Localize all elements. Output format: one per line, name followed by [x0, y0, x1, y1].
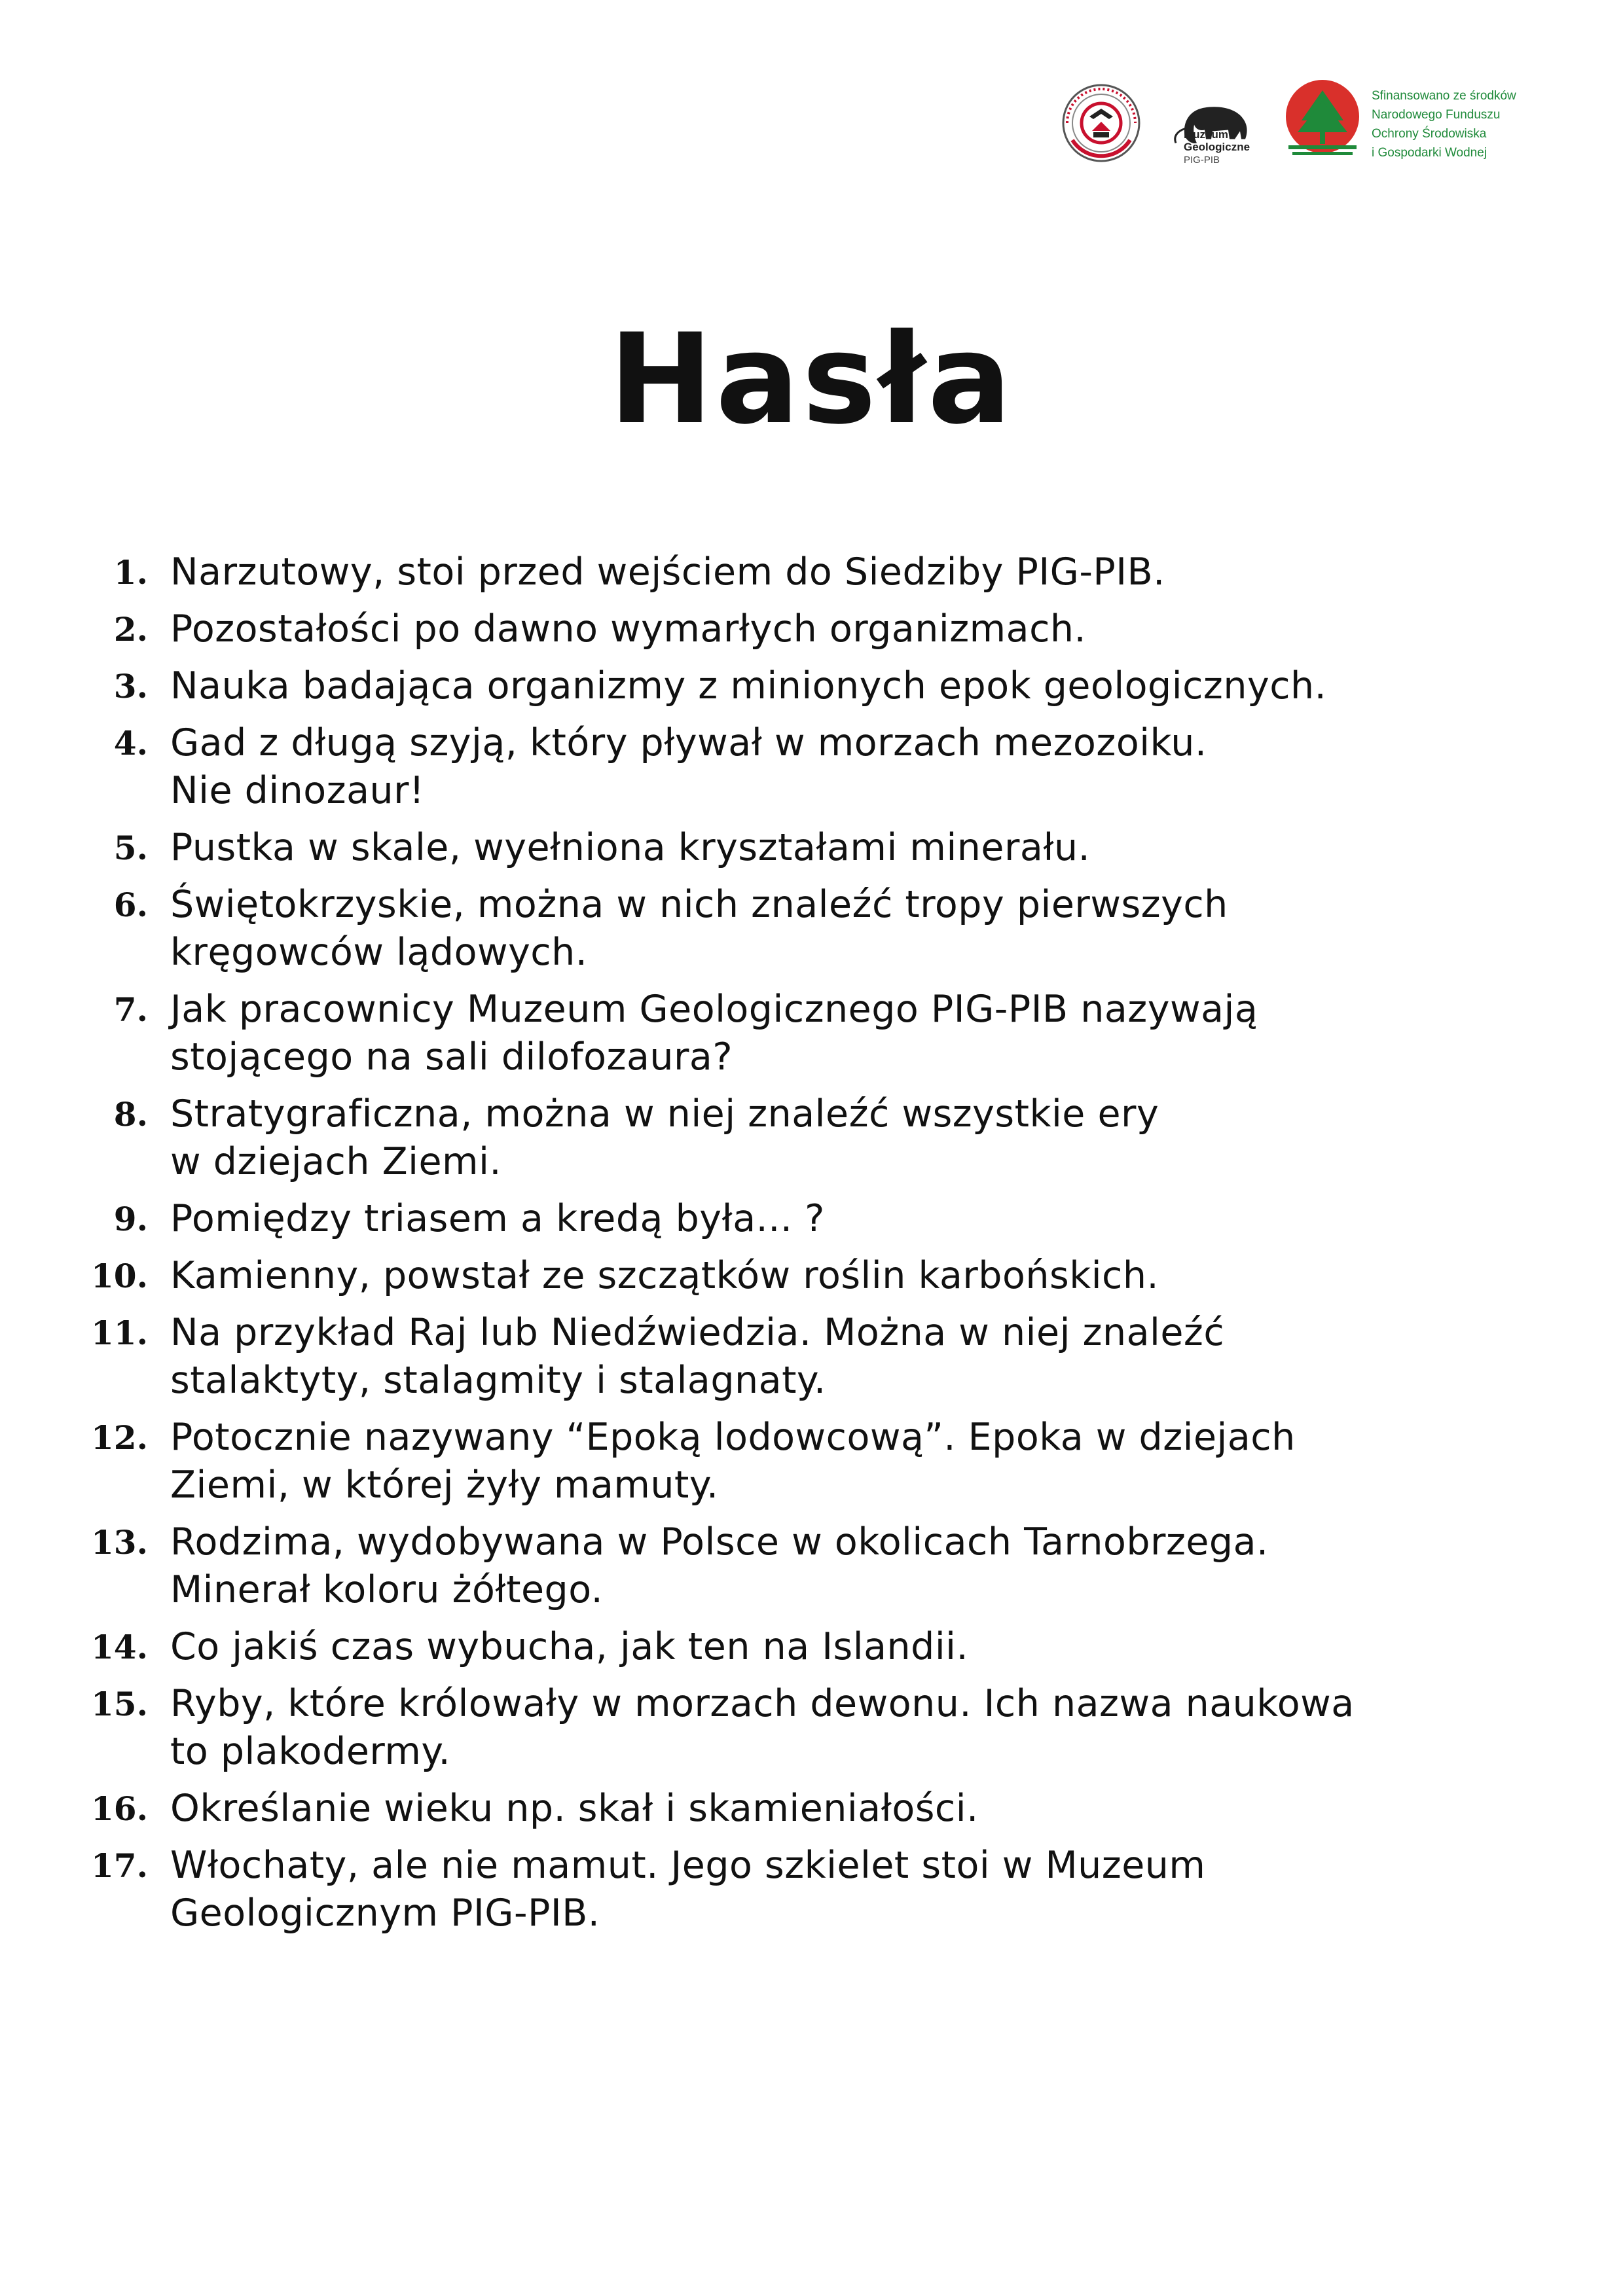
clue-number: 8.	[113, 1095, 148, 1134]
clue-item	[79, 1414, 1545, 1509]
clue-item	[79, 1842, 1545, 1937]
funding-note	[1372, 86, 1561, 162]
clue-number: 3.	[113, 667, 148, 706]
clue-text	[170, 824, 1545, 872]
clue-number: 4.	[113, 724, 148, 762]
clue-item	[79, 1195, 1545, 1243]
clue-text	[170, 1623, 1545, 1671]
museum-logo-name: Muzeum	[1184, 128, 1228, 141]
clue-number: 13.	[91, 1523, 148, 1562]
clue-number: 15.	[91, 1685, 148, 1723]
museum-logo-name2: Geologiczne	[1184, 141, 1250, 153]
clue-item	[79, 1090, 1545, 1186]
clue-line: w dziejach Ziemi.	[170, 1140, 502, 1183]
clue-line: to plakodermy.	[170, 1730, 451, 1773]
clue-number: 1.	[113, 553, 148, 592]
clue-item	[79, 548, 1545, 596]
clue-line: Co jakiś czas wybucha, jak ten na Islandii.	[170, 1625, 969, 1668]
clue-number: 16.	[91, 1789, 148, 1828]
clue-line: Pomiędzy triasem a kredą była... ?	[170, 1197, 825, 1240]
clue-line: Stratygraficzna, można w niej znaleźć wszystkie ery	[170, 1092, 1159, 1136]
clue-line: Potocznie nazywany “Epoką lodowcową”. Epoka w dziejach	[170, 1416, 1296, 1459]
clue-number: 11.	[91, 1314, 148, 1352]
clue-item	[79, 1623, 1545, 1671]
clue-item	[79, 986, 1545, 1081]
clue-item	[79, 719, 1545, 815]
clue-line: Ziemi, w której żyły mamuty.	[170, 1463, 719, 1507]
clue-item	[79, 1785, 1545, 1833]
clue-line: Nauka badająca organizmy z minionych epok geologicznych.	[170, 664, 1327, 708]
clue-text	[170, 1842, 1545, 1937]
clue-item	[79, 662, 1545, 710]
clue-text	[170, 1785, 1545, 1833]
clue-text	[170, 1680, 1545, 1776]
clue-item	[79, 1252, 1545, 1300]
clue-number: 5.	[113, 829, 148, 867]
clue-item	[79, 1680, 1545, 1776]
nfosigw-tree-icon	[1283, 77, 1362, 162]
clue-line: Na przykład Raj lub Niedźwiedzia. Można w niej znaleźć	[170, 1311, 1225, 1354]
museum-logo-text	[1184, 128, 1250, 166]
page-title: Hasła	[608, 307, 1015, 452]
clue-item	[79, 1309, 1545, 1405]
clue-line: Ryby, które królowały w morzach dewonu. Ich nazwa naukowa	[170, 1682, 1355, 1725]
clue-text	[170, 719, 1545, 815]
clue-text	[170, 548, 1545, 596]
pig-pib-emblem-icon	[1061, 82, 1142, 164]
clue-line: Geologicznym PIG-PIB.	[170, 1892, 600, 1935]
clue-line: Nie dinozaur!	[170, 769, 425, 812]
clue-list	[79, 548, 1545, 1946]
clue-line: Pustka w skale, wyełniona kryształami minerału.	[170, 826, 1091, 869]
clue-line: Gad z długą szyją, który pływał w morzach mezozoiku.	[170, 721, 1207, 764]
clue-line: Pozostałości po dawno wymarłych organizmach.	[170, 607, 1087, 651]
clue-text	[170, 1252, 1545, 1300]
clue-number: 2.	[113, 610, 148, 649]
clue-item	[79, 605, 1545, 653]
funding-line: i Gospodarki Wodnej	[1372, 146, 1487, 160]
funding-line: Narodowego Funduszu	[1372, 108, 1501, 122]
header-logos	[1061, 77, 1558, 175]
clue-line: kręgowców lądowych.	[170, 931, 588, 974]
clue-text	[170, 662, 1545, 710]
clue-line: Minerał koloru żółtego.	[170, 1568, 604, 1611]
funding-line: Ochrony Środowiska	[1372, 127, 1487, 141]
clue-line: Włochaty, ale nie mamut. Jego szkielet stoi w Muzeum	[170, 1844, 1206, 1887]
clue-line: stalaktyty, stalagmity i stalagnaty.	[170, 1359, 826, 1402]
clue-number: 12.	[91, 1418, 148, 1457]
clue-text	[170, 881, 1545, 977]
clue-item	[79, 881, 1545, 977]
clue-number: 6.	[113, 886, 148, 924]
clue-text	[170, 1090, 1545, 1186]
clue-item	[79, 1518, 1545, 1614]
clue-item	[79, 824, 1545, 872]
clue-text	[170, 986, 1545, 1081]
clue-text	[170, 1414, 1545, 1509]
clue-line: stojącego na sali dilofozaura?	[170, 1035, 733, 1079]
clue-text	[170, 1195, 1545, 1243]
clue-line: Narzutowy, stoi przed wejściem do Siedziby PIG-PIB.	[170, 550, 1165, 594]
clue-number: 10.	[91, 1257, 148, 1295]
clue-line: Rodzima, wydobywana w Polsce w okolicach Tarnobrzega.	[170, 1520, 1269, 1564]
clue-line: Jak pracownicy Muzeum Geologicznego PIG-PIB nazywają	[170, 988, 1258, 1031]
clue-number: 7.	[113, 990, 148, 1029]
clue-number: 9.	[113, 1200, 148, 1238]
clue-number: 17.	[91, 1846, 148, 1885]
museum-logo-sub: PIG-PIB	[1184, 154, 1220, 166]
clue-number: 14.	[91, 1628, 148, 1666]
clue-text	[170, 605, 1545, 653]
clue-line: Kamienny, powstał ze szczątków roślin karbońskich.	[170, 1254, 1159, 1297]
funding-line: Sfinansowano ze środków	[1372, 89, 1516, 103]
clue-text	[170, 1518, 1545, 1614]
clue-text	[170, 1309, 1545, 1405]
clue-line: Określanie wieku np. skał i skamieniałości.	[170, 1787, 979, 1830]
clue-line: Świętokrzyskie, można w nich znaleźć tropy pierwszych	[170, 883, 1228, 926]
